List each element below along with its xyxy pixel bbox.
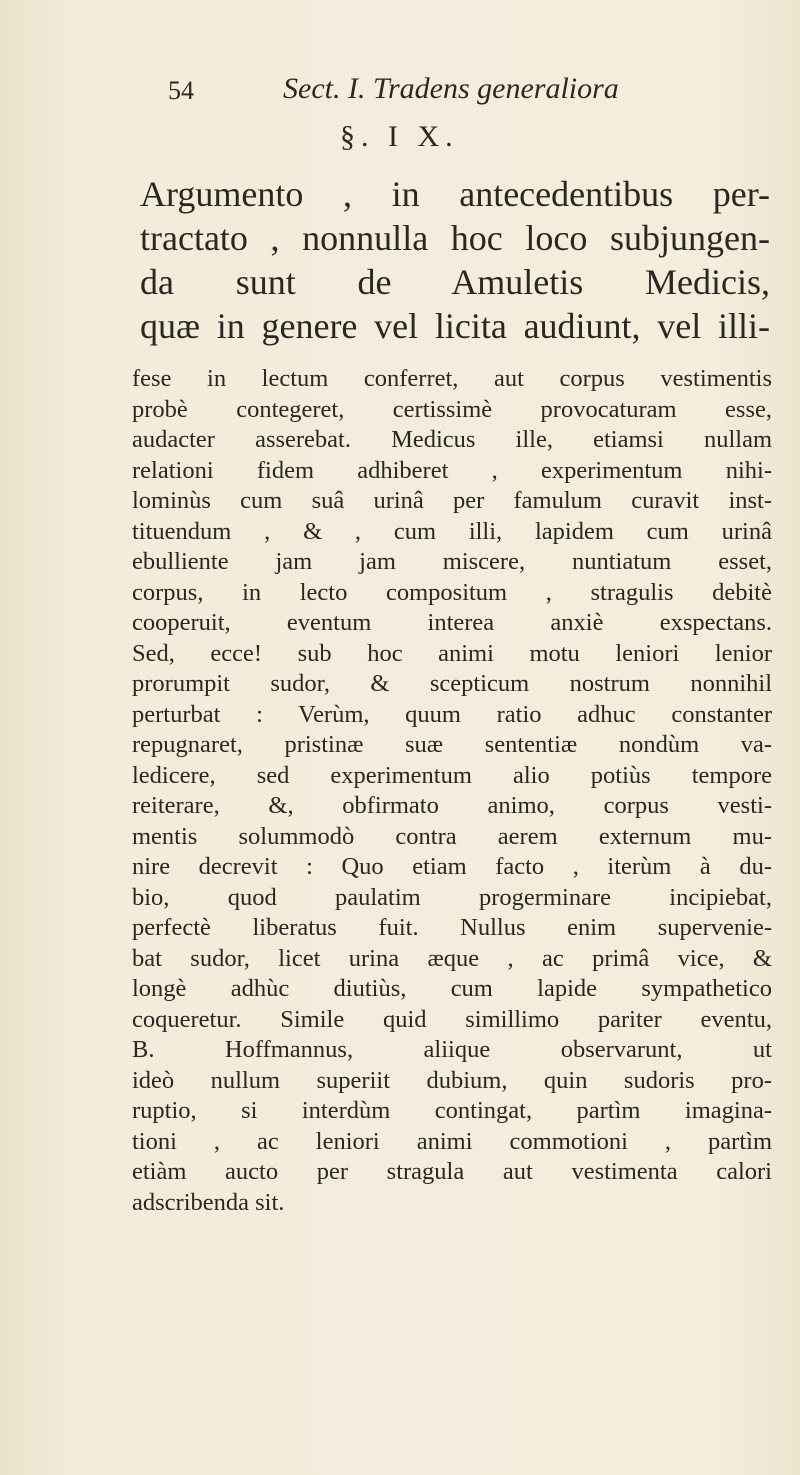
small-type-paragraph: [132, 364, 772, 1218]
text-line: Argumento , in antecedentibus per-: [140, 174, 770, 214]
text-line: repugnaret, pristinæ suæ sententiæ nondùm va-: [132, 731, 772, 758]
text-line: corpus, in lecto compositum , stragulis debitè: [132, 578, 772, 606]
text-line: probè contegeret, certissimè provocaturam esse,: [132, 395, 772, 423]
text-line: prorumpit sudor, & scepticum nostrum nonnihil: [132, 670, 772, 697]
text-line: longè adhùc diutiùs, cum lapide sympathetico: [132, 975, 772, 1002]
text-line: tractato , nonnulla hoc loco subjungen-: [140, 218, 770, 258]
text-line: perturbat : Verùm, quum ratio adhuc constanter: [132, 700, 772, 728]
text-line: audacter asserebat. Medicus ille, etiamsi nullam: [132, 426, 772, 453]
text-line: reiterare, &, obfirmato animo, corpus vesti-: [132, 792, 772, 819]
text-line: ebulliente jam jam miscere, nuntiatum esset,: [132, 548, 772, 575]
text-line: perfectè liberatus fuit. Nullus enim supervenie-: [132, 914, 772, 941]
text-line: nire decrevit : Quo etiam facto , iterùm à du-: [132, 853, 772, 880]
text-line: B. Hoffmannus, aliique observarunt, ut: [132, 1036, 772, 1063]
text-line: coqueretur. Simile quid simillimo pariter eventu,: [132, 1005, 772, 1033]
text-line: tituendum , & , cum illi, lapidem cum urinâ: [132, 517, 772, 545]
text-line: ledicere, sed experimentum alio potiùs tempore: [132, 761, 772, 789]
text-line: fese in lectum conferret, aut corpus vestimentis: [132, 365, 772, 392]
text-line: ideò nullum superiit dubium, quin sudoris pro-: [132, 1066, 772, 1094]
text-line: da sunt de Amuletis Medicis,: [140, 262, 770, 302]
text-line: bio, quod paulatim progerminare incipiebat,: [132, 883, 772, 911]
text-line: bat sudor, licet urina æque , ac primâ vice, &: [132, 944, 772, 972]
large-type-paragraph: [140, 172, 770, 348]
section-heading: §. I X.: [340, 120, 459, 153]
text-line: adscribenda sit.: [132, 1188, 285, 1216]
text-line: relationi fidem adhiberet , experimentum nihi-: [132, 456, 772, 484]
text-line: quæ in genere vel licita audiunt, vel illi-: [140, 306, 770, 346]
text-line: lominùs cum suâ urinâ per famulum curavit inst-: [132, 487, 772, 514]
page-number: 54: [168, 76, 194, 105]
text-line: ruptio, si interdùm contingat, partìm imagina-: [132, 1097, 772, 1124]
running-head: Sect. I. Tradens generaliora: [283, 72, 619, 105]
text-line: tioni , ac leniori animi commotioni , partìm: [132, 1127, 772, 1155]
text-line: mentis solummodò contra aerem externum mu-: [132, 822, 772, 850]
page-header: [168, 72, 688, 112]
text-line: etiàm aucto per stragula aut vestimenta calori: [132, 1158, 772, 1185]
text-line: cooperuit, eventum interea anxiè exspectans.: [132, 609, 772, 636]
text-line: Sed, ecce! sub hoc animi motu leniori lenior: [132, 639, 772, 667]
